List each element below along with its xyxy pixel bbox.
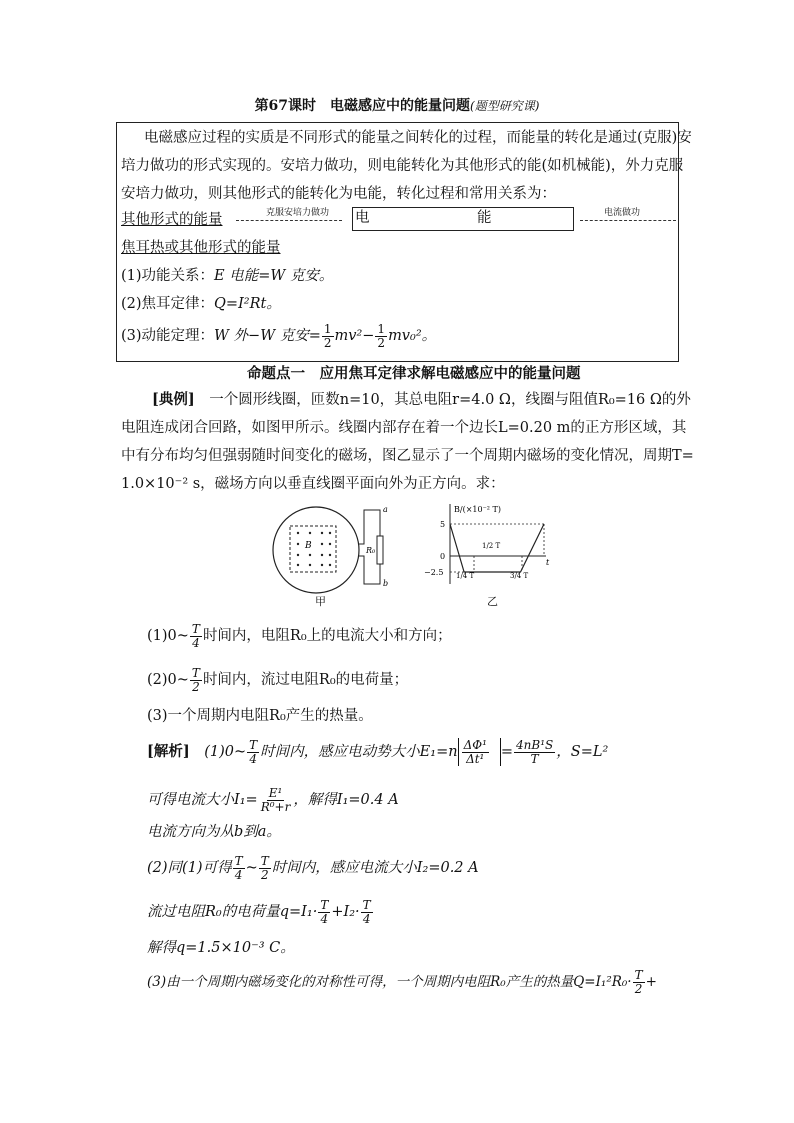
relation-2-expr: Q=I²Rt。 bbox=[214, 296, 281, 312]
solution-2-frac: $\frac{\text{E¹}}{\text{R⁰+r}}$ bbox=[260, 785, 291, 814]
flow-arrow-1-label: 克服安培力做功 bbox=[266, 208, 330, 218]
figure-coil-circuit bbox=[268, 500, 408, 610]
flow-arrow-1 bbox=[236, 220, 342, 221]
example-line-4: 1.0×10⁻² s，磁场方向以垂直线圈平面向外为正方向。求： bbox=[121, 476, 505, 492]
terminal-a: a bbox=[383, 505, 388, 514]
intro-line-2: 培力做功的形式实现的。安培力做功，则电能转化为其他形式的能(如机械能)，外力克服 bbox=[121, 158, 684, 174]
flow-energy-box bbox=[352, 207, 574, 231]
solution-1-frac-t: $\frac{T}{4}$ bbox=[249, 737, 258, 766]
question-2: (2)0~ $\frac{T}{2}$ 时间内，流过电阻R₀的电荷量； bbox=[147, 665, 409, 694]
example-line-1-text: 一个圆形线圈，匝数n=10，其总电阻r=4.0 Ω，线圈与阻值R₀=16 Ω的外 bbox=[209, 392, 691, 408]
figure-bt-graph bbox=[420, 500, 560, 590]
example-line-3: 中有分布均匀但强弱随时间变化的磁场，图乙显示了一个周期内磁场的变化情况，周期T= bbox=[121, 448, 694, 464]
coil-label-B: B bbox=[305, 541, 312, 551]
flow-start: 其他形式的能量 bbox=[121, 212, 223, 228]
tick-zero: 0 bbox=[440, 552, 446, 561]
label-three-quarter-T: 3/4 T bbox=[510, 572, 529, 580]
relation-2 bbox=[121, 290, 281, 318]
solution-line-2: 可得电流大小I₁= $\frac{\text{E¹}}{\text{R⁰+r}}$ ，解得I₁=0.4 A bbox=[147, 785, 399, 814]
t-axis-label: t bbox=[546, 558, 550, 567]
question-1: (1)0~ $\frac{T}{4}$ 时间内，电阻R₀上的电流大小和方向； bbox=[147, 621, 452, 650]
label-half-T: 1/2 T bbox=[482, 542, 501, 550]
tick-bottom: −2.5 bbox=[424, 568, 444, 577]
flow-arrow-2-label: 电流做功 bbox=[604, 208, 641, 218]
flow-middle-1: 电 bbox=[355, 210, 370, 226]
question-1-frac: $\frac{T}{4}$ bbox=[191, 621, 200, 650]
solution-line-6: 解得q=1.5×10⁻³ C。 bbox=[147, 940, 295, 956]
relation-2-label: (2)焦耳定律： bbox=[121, 296, 215, 312]
solution-line-7: (3)由一个周期内磁场变化的对称性可得，一个周期内电阻R₀产生的热量Q=I₁²R₀· $\frac{T}{2}$ + bbox=[147, 968, 657, 996]
title-main: 第67课时 电磁感应中的能量问题 bbox=[254, 98, 471, 114]
solution-tag: [解析] bbox=[147, 743, 190, 760]
example-tag: [典例] bbox=[152, 391, 195, 408]
terminal-b: b bbox=[383, 579, 389, 588]
resistor-R0 bbox=[377, 536, 383, 564]
question-3: (3)一个周期内电阻R₀产生的热量。 bbox=[147, 708, 373, 724]
solution-line-1: [解析] (1)0~ $\frac{T}{4}$ 时间内，感应电动势大小E₁=n $\frac{\text{ΔΦ¹}}{\text{Δt¹}}$ = $\frac{\text{4nB¹S}}{T}$ ，S=L² bbox=[147, 737, 609, 766]
solution-line-4: (2)同(1)可得 $\frac{T}{4}$ ~ $\frac{T}{2}$ 时间内，感应电流大小I₂=0.2 A bbox=[147, 853, 479, 882]
intro-line-3: 安培力做功，则其他形式的能转化为电能，转化过程和常用关系为： bbox=[121, 186, 556, 202]
field-dots bbox=[297, 532, 331, 566]
solution-1-frac-2: $\frac{\text{4nB¹S}}{T}$ bbox=[516, 737, 554, 766]
relation-1-expr: E 电能=W 克安。 bbox=[214, 268, 334, 284]
relation-3-term-1: mv²− bbox=[334, 328, 375, 344]
page-title bbox=[0, 95, 794, 115]
label-quarter-T: 1/4 T bbox=[456, 572, 475, 580]
tick-top: 5 bbox=[440, 520, 446, 529]
intro-line-1: 电磁感应过程的实质是不同形式的能量之间转化的过程，而能量的转化是通过(克服)安 bbox=[144, 130, 692, 146]
resistor-label: R₀ bbox=[366, 546, 376, 555]
figure-b-caption: 乙 bbox=[487, 595, 498, 608]
question-2-frac: $\frac{T}{2}$ bbox=[191, 665, 200, 694]
figure-a-caption: 甲 bbox=[315, 595, 326, 608]
relation-3-left: W 外−W 克安= bbox=[214, 328, 321, 344]
relation-3-frac-2: $\frac{1}{2}$ bbox=[377, 321, 386, 350]
example-line-2: 电阻连成闭合回路，如图甲所示。线圈内部存在着一个边长L=0.20 m的正方形区域，其 bbox=[121, 420, 687, 436]
flow-arrow-2 bbox=[580, 220, 676, 221]
title-sub: (题型研究课) bbox=[470, 99, 540, 113]
solution-line-5: 流过电阻R₀的电荷量q=I₁· $\frac{T}{4}$ +I₂· $\frac{T}{4}$ bbox=[147, 897, 371, 926]
relation-3-term-2: mv₀²。 bbox=[388, 328, 437, 344]
solution-line-3: 电流方向为从b到a。 bbox=[147, 824, 281, 840]
relation-1-label: (1)功能关系： bbox=[121, 268, 215, 284]
y-axis-label: B/(×10⁻² T) bbox=[454, 505, 502, 514]
relation-3-frac-1: $\frac{1}{2}$ bbox=[323, 321, 332, 350]
flow-middle-2: 能 bbox=[477, 210, 492, 226]
flow-end: 焦耳热或其他形式的能量 bbox=[121, 240, 281, 256]
relation-1 bbox=[121, 262, 333, 290]
example-line-1 bbox=[152, 386, 691, 414]
coil-circle bbox=[273, 507, 359, 593]
section-heading: 命题点一 应用焦耳定律求解电磁感应中的能量问题 bbox=[247, 365, 581, 382]
relation-3-label: (3)动能定理： bbox=[121, 328, 215, 344]
solution-1-abs: $\frac{\text{ΔΦ¹}}{\text{Δt¹}}$ bbox=[458, 738, 501, 766]
relation-3 bbox=[121, 322, 436, 350]
